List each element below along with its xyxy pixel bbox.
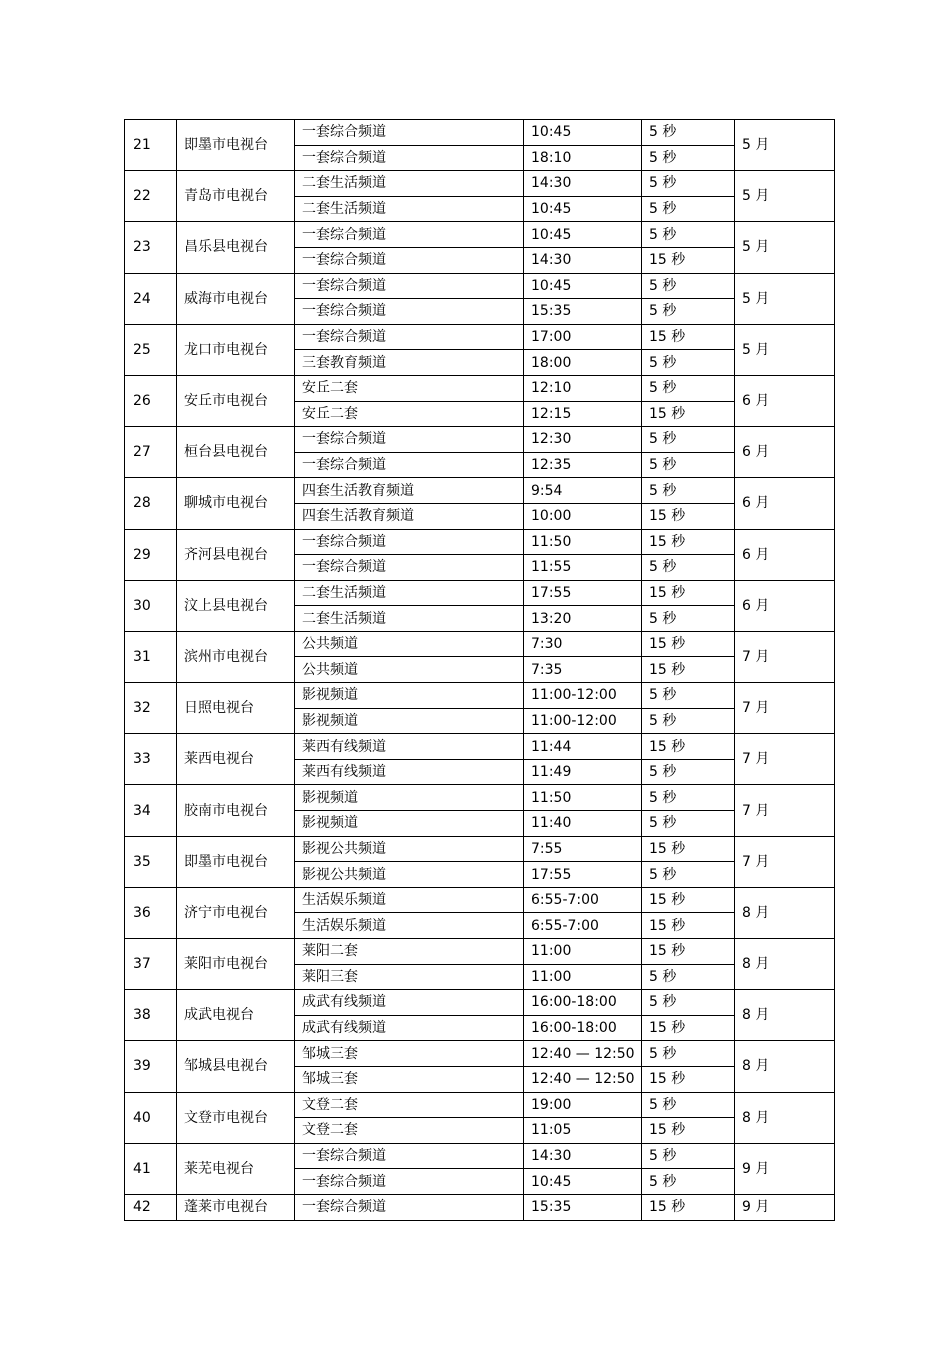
station-name: 青岛市电视台 xyxy=(177,171,295,222)
spot-duration: 15 秒 xyxy=(642,247,735,273)
broadcast-month: 5 月 xyxy=(735,120,835,171)
broadcast-month: 6 月 xyxy=(735,427,835,478)
broadcast-month: 7 月 xyxy=(735,785,835,836)
air-time: 17:00 xyxy=(524,324,642,350)
station-name: 即墨市电视台 xyxy=(177,836,295,887)
spot-duration: 15 秒 xyxy=(642,1194,735,1220)
spot-duration: 5 秒 xyxy=(642,811,735,837)
table-row xyxy=(125,836,835,862)
station-name: 龙口市电视台 xyxy=(177,324,295,375)
spot-duration: 15 秒 xyxy=(642,1015,735,1041)
row-number: 27 xyxy=(125,427,177,478)
broadcast-month: 8 月 xyxy=(735,1041,835,1092)
air-time: 12:40 — 12:50 xyxy=(524,1066,642,1092)
spot-duration: 5 秒 xyxy=(642,145,735,171)
station-name: 齐河县电视台 xyxy=(177,529,295,580)
spot-duration: 5 秒 xyxy=(642,427,735,453)
row-number: 23 xyxy=(125,222,177,273)
channel-name: 二套生活频道 xyxy=(295,580,524,606)
spot-duration: 5 秒 xyxy=(642,555,735,581)
air-time: 6:55-7:00 xyxy=(524,887,642,913)
table-row xyxy=(125,683,835,709)
channel-name: 影视频道 xyxy=(295,683,524,709)
air-time: 12:10 xyxy=(524,375,642,401)
spot-duration: 5 秒 xyxy=(642,1092,735,1118)
station-name: 邹城县电视台 xyxy=(177,1041,295,1092)
broadcast-month: 7 月 xyxy=(735,734,835,785)
station-name: 聊城市电视台 xyxy=(177,478,295,529)
air-time: 11:00-12:00 xyxy=(524,708,642,734)
channel-name: 二套生活频道 xyxy=(295,606,524,632)
station-name: 安丘市电视台 xyxy=(177,375,295,426)
row-number: 32 xyxy=(125,683,177,734)
channel-name: 二套生活频道 xyxy=(295,196,524,222)
broadcast-month: 6 月 xyxy=(735,375,835,426)
channel-name: 文登二套 xyxy=(295,1092,524,1118)
air-time: 15:35 xyxy=(524,299,642,325)
station-name: 滨州市电视台 xyxy=(177,631,295,682)
spot-duration: 5 秒 xyxy=(642,683,735,709)
spot-duration: 15 秒 xyxy=(642,631,735,657)
air-time: 13:20 xyxy=(524,606,642,632)
station-name: 日照电视台 xyxy=(177,683,295,734)
station-name: 文登市电视台 xyxy=(177,1092,295,1143)
spot-duration: 5 秒 xyxy=(642,990,735,1016)
channel-name: 生活娱乐频道 xyxy=(295,913,524,939)
spot-duration: 15 秒 xyxy=(642,503,735,529)
spot-duration: 5 秒 xyxy=(642,299,735,325)
air-time: 18:00 xyxy=(524,350,642,376)
channel-name: 影视频道 xyxy=(295,785,524,811)
schedule-body xyxy=(125,120,835,1221)
row-number: 24 xyxy=(125,273,177,324)
spot-duration: 15 秒 xyxy=(642,1118,735,1144)
spot-duration: 5 秒 xyxy=(642,350,735,376)
channel-name: 一套综合频道 xyxy=(295,273,524,299)
row-number: 26 xyxy=(125,375,177,426)
air-time: 11:05 xyxy=(524,1118,642,1144)
spot-duration: 5 秒 xyxy=(642,862,735,888)
spot-duration: 5 秒 xyxy=(642,171,735,197)
broadcast-month: 8 月 xyxy=(735,887,835,938)
station-name: 昌乐县电视台 xyxy=(177,222,295,273)
broadcast-month: 5 月 xyxy=(735,324,835,375)
spot-duration: 5 秒 xyxy=(642,452,735,478)
spot-duration: 5 秒 xyxy=(642,759,735,785)
air-time: 14:30 xyxy=(524,247,642,273)
broadcast-month: 6 月 xyxy=(735,580,835,631)
air-time: 14:30 xyxy=(524,1143,642,1169)
air-time: 10:45 xyxy=(524,1169,642,1195)
spot-duration: 5 秒 xyxy=(642,222,735,248)
spot-duration: 15 秒 xyxy=(642,324,735,350)
spot-duration: 5 秒 xyxy=(642,1041,735,1067)
air-time: 11:00-12:00 xyxy=(524,683,642,709)
air-time: 17:55 xyxy=(524,580,642,606)
air-time: 10:45 xyxy=(524,222,642,248)
row-number: 42 xyxy=(125,1194,177,1220)
broadcast-month: 6 月 xyxy=(735,529,835,580)
spot-duration: 5 秒 xyxy=(642,1169,735,1195)
row-number: 30 xyxy=(125,580,177,631)
channel-name: 影视频道 xyxy=(295,708,524,734)
channel-name: 成武有线频道 xyxy=(295,990,524,1016)
broadcast-month: 9 月 xyxy=(735,1194,835,1220)
spot-duration: 15 秒 xyxy=(642,657,735,683)
air-time: 11:44 xyxy=(524,734,642,760)
row-number: 40 xyxy=(125,1092,177,1143)
row-number: 39 xyxy=(125,1041,177,1092)
channel-name: 公共频道 xyxy=(295,631,524,657)
broadcast-schedule-table xyxy=(124,119,835,1221)
row-number: 28 xyxy=(125,478,177,529)
spot-duration: 5 秒 xyxy=(642,708,735,734)
spot-duration: 15 秒 xyxy=(642,529,735,555)
station-name: 莱阳市电视台 xyxy=(177,939,295,990)
table-row xyxy=(125,1194,835,1220)
broadcast-month: 8 月 xyxy=(735,939,835,990)
air-time: 7:30 xyxy=(524,631,642,657)
broadcast-month: 6 月 xyxy=(735,478,835,529)
air-time: 17:55 xyxy=(524,862,642,888)
air-time: 10:45 xyxy=(524,196,642,222)
station-name: 汶上县电视台 xyxy=(177,580,295,631)
air-time: 11:00 xyxy=(524,939,642,965)
broadcast-month: 7 月 xyxy=(735,683,835,734)
spot-duration: 5 秒 xyxy=(642,606,735,632)
channel-name: 影视公共频道 xyxy=(295,836,524,862)
air-time: 9:54 xyxy=(524,478,642,504)
channel-name: 文登二套 xyxy=(295,1118,524,1144)
table-row xyxy=(125,171,835,197)
spot-duration: 15 秒 xyxy=(642,1066,735,1092)
channel-name: 一套综合频道 xyxy=(295,145,524,171)
channel-name: 一套综合频道 xyxy=(295,1194,524,1220)
air-time: 15:35 xyxy=(524,1194,642,1220)
air-time: 10:45 xyxy=(524,120,642,146)
table-row xyxy=(125,990,835,1016)
spot-duration: 15 秒 xyxy=(642,580,735,606)
table-row xyxy=(125,120,835,146)
broadcast-month: 5 月 xyxy=(735,171,835,222)
spot-duration: 15 秒 xyxy=(642,401,735,427)
broadcast-month: 7 月 xyxy=(735,631,835,682)
air-time: 11:00 xyxy=(524,964,642,990)
channel-name: 一套综合频道 xyxy=(295,1169,524,1195)
station-name: 莱芜电视台 xyxy=(177,1143,295,1194)
table-row xyxy=(125,580,835,606)
air-time: 19:00 xyxy=(524,1092,642,1118)
table-row xyxy=(125,273,835,299)
table-row xyxy=(125,785,835,811)
channel-name: 影视频道 xyxy=(295,811,524,837)
air-time: 11:50 xyxy=(524,529,642,555)
channel-name: 一套综合频道 xyxy=(295,529,524,555)
channel-name: 三套教育频道 xyxy=(295,350,524,376)
table-row xyxy=(125,734,835,760)
spot-duration: 5 秒 xyxy=(642,478,735,504)
channel-name: 四套生活教育频道 xyxy=(295,478,524,504)
channel-name: 一套综合频道 xyxy=(295,427,524,453)
channel-name: 一套综合频道 xyxy=(295,120,524,146)
air-time: 16:00-18:00 xyxy=(524,1015,642,1041)
station-name: 成武电视台 xyxy=(177,990,295,1041)
table-row xyxy=(125,1092,835,1118)
channel-name: 一套综合频道 xyxy=(295,1143,524,1169)
spot-duration: 5 秒 xyxy=(642,1143,735,1169)
station-name: 莱西电视台 xyxy=(177,734,295,785)
air-time: 11:50 xyxy=(524,785,642,811)
air-time: 12:30 xyxy=(524,427,642,453)
air-time: 12:15 xyxy=(524,401,642,427)
air-time: 7:55 xyxy=(524,836,642,862)
row-number: 31 xyxy=(125,631,177,682)
air-time: 6:55-7:00 xyxy=(524,913,642,939)
air-time: 10:45 xyxy=(524,273,642,299)
row-number: 36 xyxy=(125,887,177,938)
table-row xyxy=(125,1143,835,1169)
spot-duration: 5 秒 xyxy=(642,964,735,990)
spot-duration: 15 秒 xyxy=(642,734,735,760)
row-number: 38 xyxy=(125,990,177,1041)
table-row xyxy=(125,529,835,555)
table-row xyxy=(125,478,835,504)
station-name: 济宁市电视台 xyxy=(177,887,295,938)
table-row xyxy=(125,939,835,965)
air-time: 12:40 — 12:50 xyxy=(524,1041,642,1067)
air-time: 14:30 xyxy=(524,171,642,197)
channel-name: 影视公共频道 xyxy=(295,862,524,888)
channel-name: 一套综合频道 xyxy=(295,555,524,581)
channel-name: 一套综合频道 xyxy=(295,222,524,248)
row-number: 25 xyxy=(125,324,177,375)
air-time: 11:49 xyxy=(524,759,642,785)
row-number: 37 xyxy=(125,939,177,990)
spot-duration: 5 秒 xyxy=(642,196,735,222)
row-number: 29 xyxy=(125,529,177,580)
channel-name: 一套综合频道 xyxy=(295,247,524,273)
channel-name: 莱西有线频道 xyxy=(295,734,524,760)
table-row xyxy=(125,887,835,913)
channel-name: 莱阳二套 xyxy=(295,939,524,965)
channel-name: 成武有线频道 xyxy=(295,1015,524,1041)
broadcast-month: 8 月 xyxy=(735,990,835,1041)
air-time: 11:55 xyxy=(524,555,642,581)
table-row xyxy=(125,427,835,453)
air-time: 7:35 xyxy=(524,657,642,683)
channel-name: 一套综合频道 xyxy=(295,299,524,325)
air-time: 12:35 xyxy=(524,452,642,478)
spot-duration: 15 秒 xyxy=(642,913,735,939)
spot-duration: 15 秒 xyxy=(642,836,735,862)
station-name: 胶南市电视台 xyxy=(177,785,295,836)
broadcast-month: 9 月 xyxy=(735,1143,835,1194)
station-name: 蓬莱市电视台 xyxy=(177,1194,295,1220)
air-time: 11:40 xyxy=(524,811,642,837)
station-name: 威海市电视台 xyxy=(177,273,295,324)
broadcast-month: 5 月 xyxy=(735,222,835,273)
channel-name: 莱阳三套 xyxy=(295,964,524,990)
channel-name: 邹城三套 xyxy=(295,1041,524,1067)
table-row xyxy=(125,324,835,350)
row-number: 21 xyxy=(125,120,177,171)
channel-name: 公共频道 xyxy=(295,657,524,683)
air-time: 16:00-18:00 xyxy=(524,990,642,1016)
row-number: 34 xyxy=(125,785,177,836)
spot-duration: 5 秒 xyxy=(642,273,735,299)
broadcast-month: 7 月 xyxy=(735,836,835,887)
channel-name: 二套生活频道 xyxy=(295,171,524,197)
row-number: 33 xyxy=(125,734,177,785)
spot-duration: 5 秒 xyxy=(642,375,735,401)
spot-duration: 15 秒 xyxy=(642,939,735,965)
table-row xyxy=(125,631,835,657)
spot-duration: 5 秒 xyxy=(642,120,735,146)
row-number: 35 xyxy=(125,836,177,887)
broadcast-month: 8 月 xyxy=(735,1092,835,1143)
channel-name: 安丘二套 xyxy=(295,401,524,427)
channel-name: 生活娱乐频道 xyxy=(295,887,524,913)
table-row xyxy=(125,1041,835,1067)
air-time: 18:10 xyxy=(524,145,642,171)
row-number: 22 xyxy=(125,171,177,222)
spot-duration: 15 秒 xyxy=(642,887,735,913)
channel-name: 一套综合频道 xyxy=(295,324,524,350)
table-row xyxy=(125,375,835,401)
table-row xyxy=(125,222,835,248)
spot-duration: 5 秒 xyxy=(642,785,735,811)
channel-name: 四套生活教育频道 xyxy=(295,503,524,529)
channel-name: 莱西有线频道 xyxy=(295,759,524,785)
channel-name: 邹城三套 xyxy=(295,1066,524,1092)
channel-name: 一套综合频道 xyxy=(295,452,524,478)
station-name: 即墨市电视台 xyxy=(177,120,295,171)
station-name: 桓台县电视台 xyxy=(177,427,295,478)
broadcast-month: 5 月 xyxy=(735,273,835,324)
air-time: 10:00 xyxy=(524,503,642,529)
channel-name: 安丘二套 xyxy=(295,375,524,401)
row-number: 41 xyxy=(125,1143,177,1194)
